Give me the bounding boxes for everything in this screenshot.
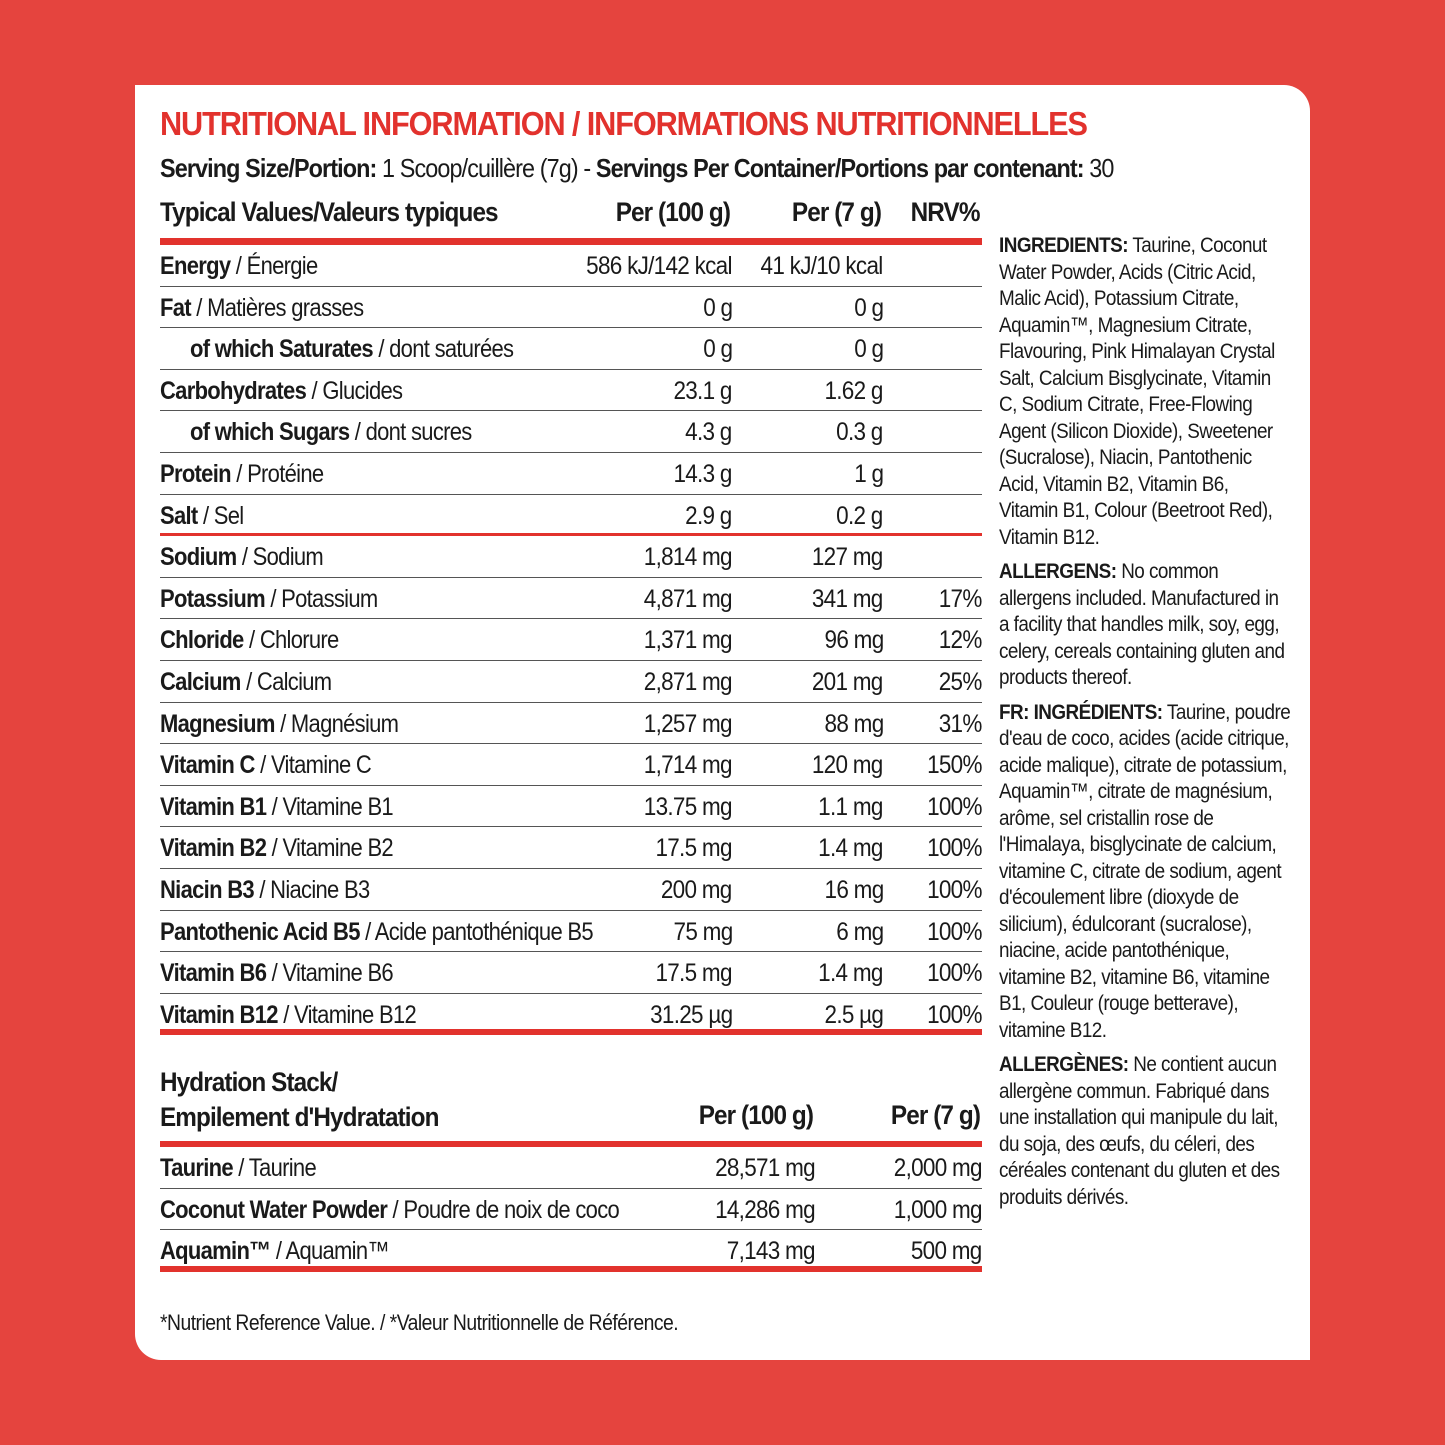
value-per-100g: 23.1 g <box>673 376 732 405</box>
value-per-100g: 31.25 µg <box>649 1000 732 1029</box>
nutrient-name-fr: Matières grasses <box>207 293 364 322</box>
value-per-7g: 1.62 g <box>824 376 883 405</box>
value-per-7g: 120 mg <box>812 751 883 780</box>
nutrient-name-en: Aquamin™ <box>160 1237 271 1266</box>
value-per-7g: 2.5 µg <box>824 1000 883 1029</box>
allergens-fr-text: Ne contient aucun allergène commun. Fabriqué dans une installation qui manipule du lait, du soja, des œufs, du céleri, des céréales contenant du gluten et des produits dérivés. <box>999 1053 1280 1209</box>
nutrient-label: Calcium / Calcium <box>160 668 332 696</box>
table-row <box>160 744 982 786</box>
nutrient-name-fr: Sodium <box>252 543 324 572</box>
value-per-100g: 4,871 mg <box>643 584 732 613</box>
hydration-header-per-7g: Per (7 g) <box>890 1100 980 1130</box>
value-per-100g: 13.75 mg <box>643 792 732 821</box>
value-per-7g: 201 mg <box>812 668 883 696</box>
nutrient-label: Energy / Énergie <box>160 252 318 280</box>
table-row <box>160 578 982 620</box>
nutrient-label: of which Saturates / dont saturées <box>190 335 514 364</box>
value-per-7g: 16 mg <box>824 876 883 904</box>
nutrient-name-en: Vitamin B1 <box>160 792 267 821</box>
nutrient-name-fr: dont sucres <box>365 418 472 447</box>
ingredients-text: Taurine, Coconut Water Powder, Acids (Citric Acid, Malic Acid), Potassium Citrate, Aquamin™, Magnesium Citrate, Flavouring, Pink Himalayan Crystal Salt, Calcium Bisglycinate, Vitamin C, Sodium Citrate, Free-Flowing Agent (Silicon Dioxide), Sweetener (Sucralose), Niacin, Pantothenic Acid, Vitamin B2, Vitamin B6, Vitamin B1, Colour (Beetroot Red), Vitamin B12. <box>999 234 1275 549</box>
table-row <box>160 536 982 578</box>
ingredients-column <box>999 233 1292 1219</box>
nutrient-name-en: Chloride <box>160 626 244 655</box>
value-per-7g: 0.3 g <box>836 418 883 447</box>
nutrient-label: Magnesium / Magnésium <box>160 709 399 738</box>
nutrient-label: Niacin B3 / Niacine B3 <box>160 876 370 904</box>
nutrient-name-en: Pantothenic Acid B5 <box>160 917 360 946</box>
value-nrv: 100% <box>927 834 982 863</box>
value-per-7g: 500 mg <box>911 1237 982 1266</box>
value-nrv: 100% <box>927 959 982 988</box>
value-per-7g: 341 mg <box>812 584 883 613</box>
value-per-7g: 1 g <box>853 460 883 488</box>
nutrient-label: Vitamin B1 / Vitamine B1 <box>160 792 393 821</box>
nutrient-label: Vitamin C / Vitamine C <box>160 751 372 780</box>
nutrient-name-en: Sodium <box>160 543 237 572</box>
value-per-100g: 200 mg <box>661 876 732 904</box>
table-row <box>160 911 982 953</box>
hydration-header-line1: Hydration Stack/ <box>160 1067 338 1097</box>
value-per-100g: 0 g <box>702 293 732 322</box>
ingredients-label: INGREDIENTS: <box>999 234 1128 257</box>
nutrient-name-en: Vitamin B2 <box>160 834 267 863</box>
value-per-100g: 2.9 g <box>685 501 732 530</box>
value-per-100g: 1,371 mg <box>643 626 732 655</box>
nutrient-label: of which Sugars / dont sucres <box>190 418 472 447</box>
table-row <box>160 370 982 412</box>
value-per-100g: 1,714 mg <box>643 751 732 780</box>
value-per-100g: 4.3 g <box>685 418 732 447</box>
allergens <box>999 559 1292 692</box>
table-row <box>160 1147 982 1189</box>
nutrient-name-en: Taurine <box>160 1154 233 1182</box>
value-per-7g: 41 kJ/10 kcal <box>761 252 883 280</box>
value-per-100g: 2,871 mg <box>643 668 732 696</box>
nutrient-name-fr: Vitamine B2 <box>282 834 393 863</box>
nutrient-name-fr: Chlorure <box>259 626 339 655</box>
table-row <box>160 827 982 869</box>
table-row <box>160 1189 982 1231</box>
serving-info <box>160 153 1114 184</box>
nutrient-name-fr: Potassium <box>281 584 378 613</box>
value-nrv: 31% <box>939 709 982 738</box>
nutrient-name-en: of which Saturates <box>190 335 373 364</box>
nutrient-name-en: Protein <box>160 460 231 488</box>
nutrient-name-fr: Vitamine C <box>270 751 372 780</box>
value-per-100g: 1,257 mg <box>643 709 732 738</box>
nutrient-name-fr: Vitamine B6 <box>282 959 393 988</box>
hydration-header-line2: Empilement d'Hydratation <box>160 1102 439 1132</box>
nutrient-name-en: Vitamin B6 <box>160 959 267 988</box>
value-per-7g: 0 g <box>853 335 883 364</box>
value-per-100g: 586 kJ/142 kcal <box>586 252 732 280</box>
value-per-100g: 0 g <box>702 335 732 364</box>
nutrient-name-fr: Aquamin™ <box>285 1237 389 1266</box>
panel-title: NUTRITIONAL INFORMATION / INFORMATIONS NUTRITIONNELLES <box>160 105 1087 142</box>
footnote: *Nutrient Reference Value. / *Valeur Nutritionnelle de Référence. <box>160 1310 679 1335</box>
nutrient-name-en: Energy <box>160 252 231 280</box>
value-per-7g: 1.1 mg <box>818 792 883 821</box>
nutrient-name-fr: Taurine <box>248 1154 316 1182</box>
table-row <box>160 453 982 495</box>
value-per-7g: 1,000 mg <box>893 1195 982 1224</box>
nutrient-name-en: Vitamin B12 <box>160 1000 278 1029</box>
value-per-7g: 2,000 mg <box>893 1154 982 1182</box>
value-nrv: 100% <box>927 917 982 946</box>
value-nrv: 100% <box>927 792 982 821</box>
servings-per-container-label: Servings Per Container/Portions par contenant: <box>595 153 1084 183</box>
nutrient-name-en: Magnesium <box>160 709 275 738</box>
serving-size-label: Serving Size/Portion: <box>160 153 377 183</box>
allergens-fr <box>999 1052 1292 1211</box>
nutrient-label: Vitamin B6 / Vitamine B6 <box>160 959 393 988</box>
nutrient-name-en: Salt <box>160 501 198 530</box>
nutrient-name-en: of which Sugars <box>190 418 350 447</box>
table-row <box>160 786 982 828</box>
nutrient-name-fr: Calcium <box>256 668 332 696</box>
nutrient-label: Sodium / Sodium <box>160 543 324 572</box>
value-per-7g: 0.2 g <box>836 501 883 530</box>
header-per-100g: Per (100 g) <box>615 197 730 227</box>
value-per-100g: 17.5 mg <box>655 959 732 988</box>
table-row <box>160 994 982 1036</box>
nutrient-label: Salt / Sel <box>160 501 244 530</box>
value-per-100g: 14.3 g <box>673 460 732 488</box>
table-row <box>160 703 982 745</box>
table-row <box>160 1230 982 1272</box>
nutrient-name-en: Coconut Water Powder <box>160 1195 388 1224</box>
hydration-header <box>160 1065 439 1135</box>
value-per-7g: 1.4 mg <box>818 834 883 863</box>
nutrient-name-en: Niacin B3 <box>160 876 254 904</box>
value-per-7g: 96 mg <box>824 626 883 655</box>
nutrient-name-fr: Vitamine B1 <box>282 792 393 821</box>
hydration-header-per-100g: Per (100 g) <box>698 1100 813 1130</box>
table-row <box>160 245 982 287</box>
servings-per-container-value: 30 <box>1089 153 1114 183</box>
header-divider <box>160 238 982 245</box>
nutrient-label: Chloride / Chlorure <box>160 626 339 655</box>
value-per-7g: 6 mg <box>835 917 883 946</box>
nutrient-name-en: Calcium <box>160 668 241 696</box>
nutrient-label: Coconut Water Powder / Poudre de noix de coco <box>160 1195 620 1224</box>
table-row <box>160 661 982 703</box>
nutrient-label: Pantothenic Acid B5 / Acide pantothénique B5 <box>160 917 593 946</box>
nutrient-label: Protein / Protéine <box>160 460 324 488</box>
table-row <box>160 952 982 994</box>
nutrient-name-fr: dont saturées <box>389 335 514 364</box>
nutrient-name-en: Vitamin C <box>160 751 255 780</box>
value-per-100g: 1,814 mg <box>643 543 732 572</box>
nutrient-name-en: Potassium <box>160 584 265 613</box>
serving-size-value: 1 Scoop/cuillère (7g) - <box>382 153 591 183</box>
table-row <box>160 411 982 453</box>
allergens-text: No common allergens included. Manufactured in a facility that handles milk, soy, egg, celery, cereals containing gluten and products thereof. <box>999 560 1285 689</box>
nutrient-name-fr: Énergie <box>246 252 318 280</box>
value-per-7g: 1.4 mg <box>818 959 883 988</box>
header-nrv: NRV% <box>911 197 980 227</box>
allergens-fr-label: ALLERGÈNES: <box>999 1053 1129 1076</box>
nutrient-label: Vitamin B12 / Vitamine B12 <box>160 1000 417 1029</box>
nutrient-name-fr: Acide pantothénique B5 <box>374 917 593 946</box>
header-per-7g: Per (7 g) <box>791 197 881 227</box>
value-nrv: 100% <box>927 876 982 904</box>
nutrient-name-en: Fat <box>160 293 191 322</box>
value-per-100g: 17.5 mg <box>655 834 732 863</box>
value-nrv: 17% <box>939 584 982 613</box>
nutrient-name-fr: Magnésium <box>290 709 399 738</box>
value-per-100g: 7,143 mg <box>726 1237 815 1266</box>
value-per-7g: 127 mg <box>812 543 883 572</box>
ingredients-fr <box>999 700 1292 1045</box>
value-per-100g: 14,286 mg <box>715 1195 815 1224</box>
value-per-7g: 0 g <box>853 293 883 322</box>
nutrient-label: Carbohydrates / Glucides <box>160 376 403 405</box>
value-per-7g: 88 mg <box>824 709 883 738</box>
nutrient-label: Potassium / Potassium <box>160 584 378 613</box>
value-nrv: 25% <box>939 668 982 696</box>
nutrient-name-fr: Poudre de noix de coco <box>403 1195 620 1224</box>
ingredients-fr-text: Taurine, poudre d'eau de coco, acides (acide citrique, acide malique), citrate de potassium, Aquamin™, citrate de magnésium, arôme, sel cristallin rose de l'Himalaya, bisglycinate de calcium, vitamine C, citrate de sodium, agent d'écoulement libre (dioxyde de silicium), édulcorant (sucralose), niacine, acide pantothénique, vitamine B2, vitamine B6, vitamine B1, Couleur (rouge betterave), vitamine B12. <box>999 700 1291 1042</box>
nutrition-panel <box>135 85 1310 1360</box>
value-per-100g: 75 mg <box>673 917 732 946</box>
nutrient-label: Vitamin B2 / Vitamine B2 <box>160 834 393 863</box>
table-row <box>160 619 982 661</box>
value-nrv: 12% <box>939 626 982 655</box>
nutrient-name-fr: Glucides <box>322 376 403 405</box>
nutrient-name-fr: Sel <box>213 501 244 530</box>
nutrient-name-fr: Niacine B3 <box>270 876 370 904</box>
value-nrv: 100% <box>927 1000 982 1029</box>
nutrient-name-en: Carbohydrates <box>160 376 307 405</box>
nutrient-label: Fat / Matières grasses <box>160 293 364 322</box>
nutrient-name-fr: Protéine <box>247 460 324 488</box>
allergens-label: ALLERGENS: <box>999 560 1117 583</box>
nutrient-label: Aquamin™ / Aquamin™ <box>160 1237 389 1266</box>
ingredients-fr-label: FR: INGRÉDIENTS: <box>999 700 1163 724</box>
nutrient-label: Taurine / Taurine <box>160 1154 316 1182</box>
table-row <box>160 328 982 370</box>
value-per-100g: 28,571 mg <box>715 1154 815 1182</box>
ingredients <box>999 233 1292 551</box>
header-typical-values: Typical Values/Valeurs typiques <box>160 197 498 227</box>
value-nrv: 150% <box>927 751 982 780</box>
nutrient-name-fr: Vitamine B12 <box>294 1000 417 1029</box>
table-row <box>160 495 982 537</box>
table-row <box>160 869 982 911</box>
table-row <box>160 287 982 329</box>
